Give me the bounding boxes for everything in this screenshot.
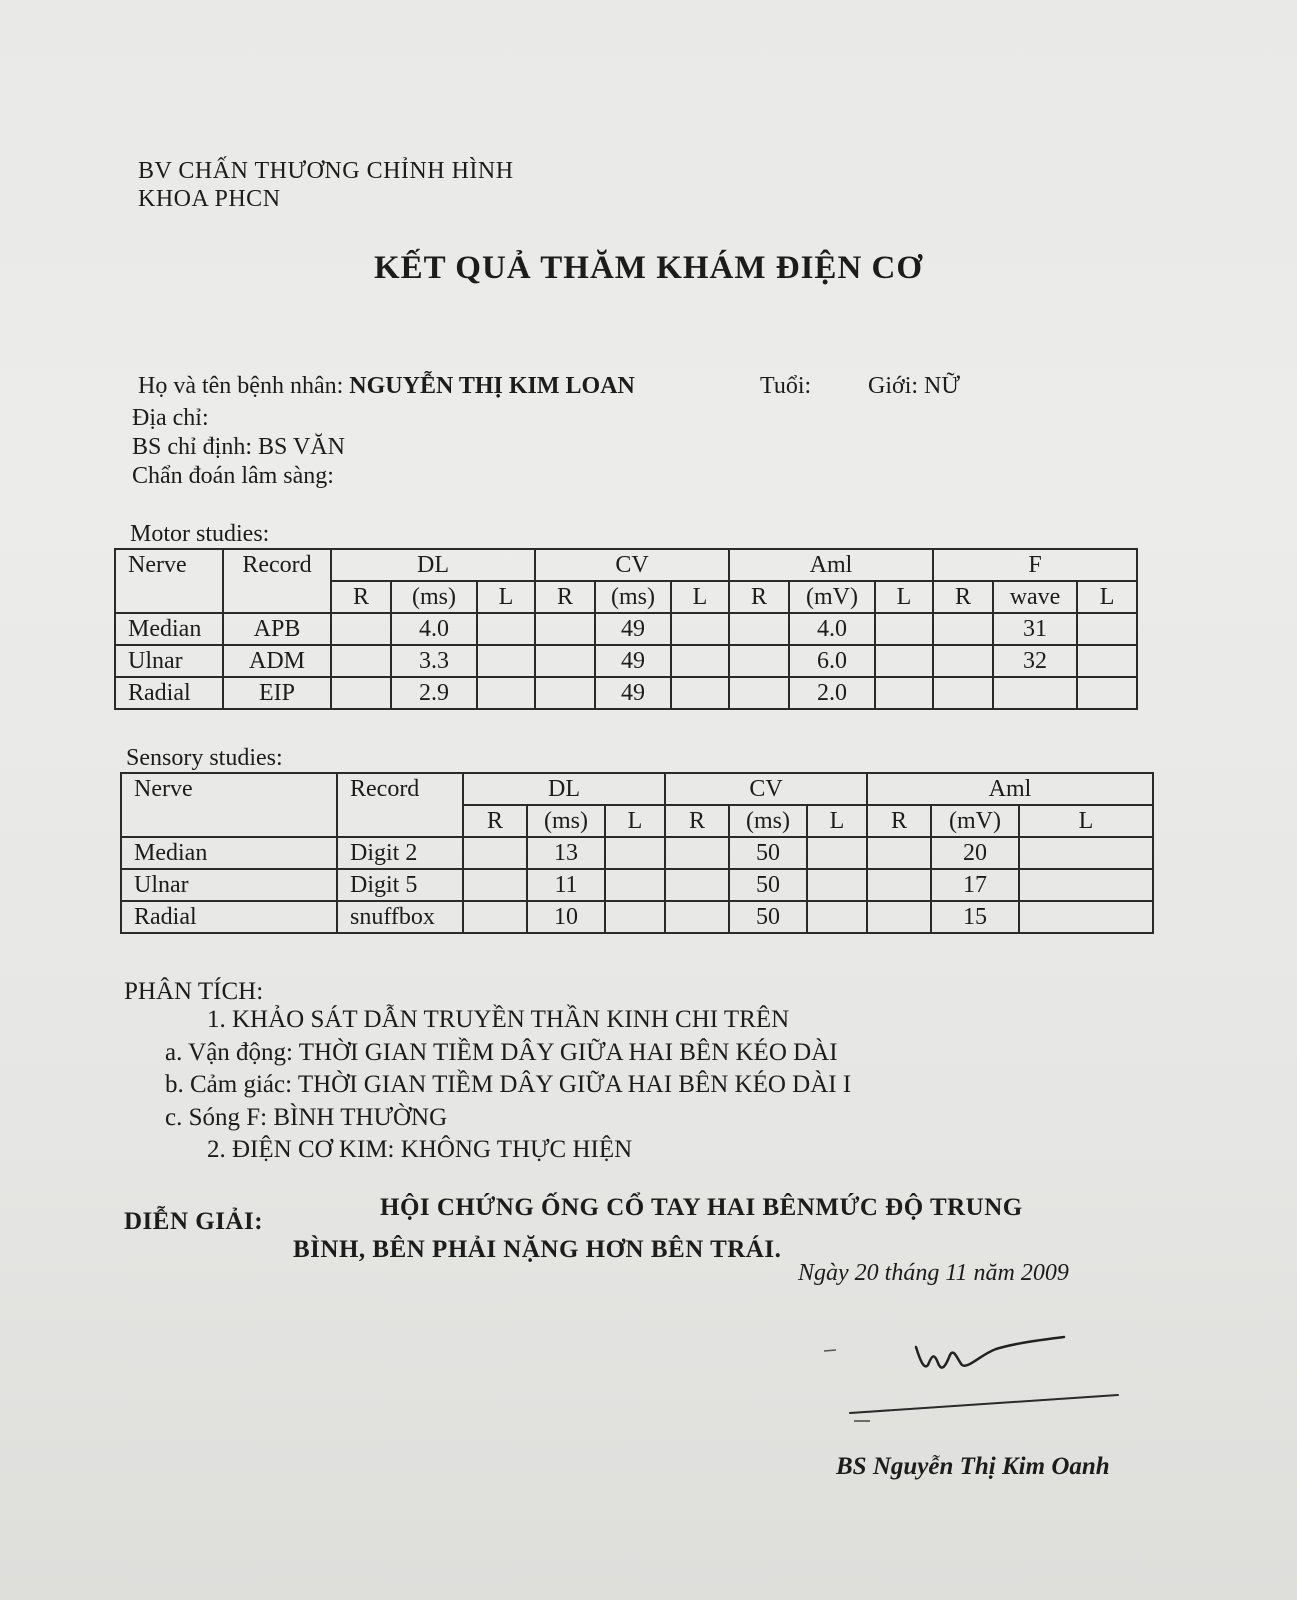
sensory-header-record: Record [337,773,463,837]
table-row [115,645,1137,677]
sensory-record: Digit 2 [337,837,463,869]
sensory-aml: 17 [931,869,1019,901]
age-label: Tuổi: [760,373,812,399]
motor-header-nerve: Nerve [115,549,223,613]
referring-doctor: BS VĂN [258,434,345,460]
motor-sub-cv-unit: (ms) [595,581,671,613]
conclusion-line-2: BÌNH, BÊN PHẢI NẶNG HƠN BÊN TRÁI. [293,1236,782,1263]
motor-sub-aml-unit: (mV) [789,581,875,613]
patient-name: NGUYỄN THỊ KIM LOAN [349,373,635,399]
signature-image [820,1325,1140,1435]
motor-nerve: Radial [115,677,223,709]
motor-sub-cv-l: L [671,581,729,613]
sensory-nerve: Radial [121,901,337,933]
report-title: KẾT QUẢ THĂM KHÁM ĐIỆN CƠ [373,250,924,286]
motor-sub-aml-r: R [729,581,789,613]
table-row [115,613,1137,645]
motor-sub-dl-l: L [477,581,535,613]
sensory-header-nerve: Nerve [121,773,337,837]
table-row [115,677,1137,709]
sensory-studies-table [120,772,1154,934]
motor-f: 31 [993,613,1077,645]
table-row [121,837,1153,869]
motor-record: EIP [223,677,331,709]
patient-name-row [138,373,635,400]
clinical-diagnosis-label: Chẩn đoán lâm sàng: [132,463,334,489]
table-row [121,901,1153,933]
conclusion-label: DIỄN GIẢI: [124,1208,264,1235]
sensory-dl: 11 [527,869,605,901]
department-name: KHOA PHCN [138,186,281,212]
motor-header-dl: DL [331,549,535,581]
analysis-item-1: 1. KHẢO SÁT DẪN TRUYỀN THẦN KINH CHI TRÊN [207,1006,790,1033]
motor-studies-table [114,548,1138,710]
motor-record: ADM [223,645,331,677]
analysis-item-b: b. Cảm giác: THỜI GIAN TIỀM DÂY GIỮA HAI BÊN KÉO DÀI I [165,1071,852,1098]
sensory-nerve: Ulnar [121,869,337,901]
motor-dl: 2.9 [391,677,477,709]
motor-cv: 49 [595,613,671,645]
sensory-sub-aml-unit: (mV) [931,805,1019,837]
sensory-record: snuffbox [337,901,463,933]
conclusion-line-1: HỘI CHỨNG ỐNG CỔ TAY HAI BÊNMỨC ĐỘ TRUNG [380,1194,1023,1221]
motor-aml: 4.0 [789,613,875,645]
motor-f [993,677,1077,709]
table-row [121,869,1153,901]
sensory-record: Digit 5 [337,869,463,901]
motor-header-aml: Aml [729,549,933,581]
motor-record: APB [223,613,331,645]
sensory-header-cv: CV [665,773,867,805]
referring-doctor-row [132,434,345,461]
hospital-name: BV CHẤN THƯƠNG CHỈNH HÌNH [138,158,514,184]
motor-header-f: F [933,549,1137,581]
analysis-item-a: a. Vận động: THỜI GIAN TIỀM DÂY GIỮA HAI BÊN KÉO DÀI [165,1039,838,1066]
sensory-sub-dl-l: L [605,805,665,837]
sensory-sub-cv-l: L [807,805,867,837]
motor-sub-f-l: L [1077,581,1137,613]
sensory-sub-aml-l: L [1019,805,1153,837]
analysis-label: PHÂN TÍCH: [124,978,264,1005]
motor-studies-label: Motor studies: [130,521,270,547]
motor-header-row [115,549,1137,581]
motor-dl: 4.0 [391,613,477,645]
sensory-sub-cv-unit: (ms) [729,805,807,837]
motor-nerve: Ulnar [115,645,223,677]
motor-sub-dl-r: R [331,581,391,613]
sensory-header-row [121,773,1153,805]
patient-name-label: Họ và tên bệnh nhân: [138,373,344,399]
sensory-sub-aml-r: R [867,805,931,837]
gender-label: Giới: [868,373,919,399]
sensory-aml: 15 [931,901,1019,933]
signer-name: BS Nguyễn Thị Kim Oanh [836,1453,1110,1480]
motor-sub-aml-l: L [875,581,933,613]
gender-value: NỮ [924,373,960,399]
motor-aml: 6.0 [789,645,875,677]
report-date: Ngày 20 tháng 11 năm 2009 [798,1260,1069,1286]
motor-dl: 3.3 [391,645,477,677]
motor-sub-f-r: R [933,581,993,613]
sensory-aml: 20 [931,837,1019,869]
analysis-item-2: 2. ĐIỆN CƠ KIM: KHÔNG THỰC HIỆN [207,1136,633,1163]
gender-row [868,373,960,400]
referring-doctor-label: BS chỉ định: [132,434,253,460]
motor-nerve: Median [115,613,223,645]
sensory-header-aml: Aml [867,773,1153,805]
sensory-studies-label: Sensory studies: [126,745,283,771]
motor-sub-dl-unit: (ms) [391,581,477,613]
sensory-cv: 50 [729,837,807,869]
sensory-dl: 10 [527,901,605,933]
motor-cv: 49 [595,645,671,677]
sensory-cv: 50 [729,869,807,901]
sensory-cv: 50 [729,901,807,933]
address-label: Địa chỉ: [132,405,209,431]
motor-header-cv: CV [535,549,729,581]
sensory-header-dl: DL [463,773,665,805]
sensory-sub-dl-unit: (ms) [527,805,605,837]
sensory-sub-cv-r: R [665,805,729,837]
motor-header-record: Record [223,549,331,613]
motor-aml: 2.0 [789,677,875,709]
sensory-dl: 13 [527,837,605,869]
motor-cv: 49 [595,677,671,709]
motor-sub-f-unit: wave [993,581,1077,613]
sensory-sub-dl-r: R [463,805,527,837]
motor-sub-cv-r: R [535,581,595,613]
analysis-item-c: c. Sóng F: BÌNH THƯỜNG [165,1104,448,1131]
motor-f: 32 [993,645,1077,677]
sensory-nerve: Median [121,837,337,869]
